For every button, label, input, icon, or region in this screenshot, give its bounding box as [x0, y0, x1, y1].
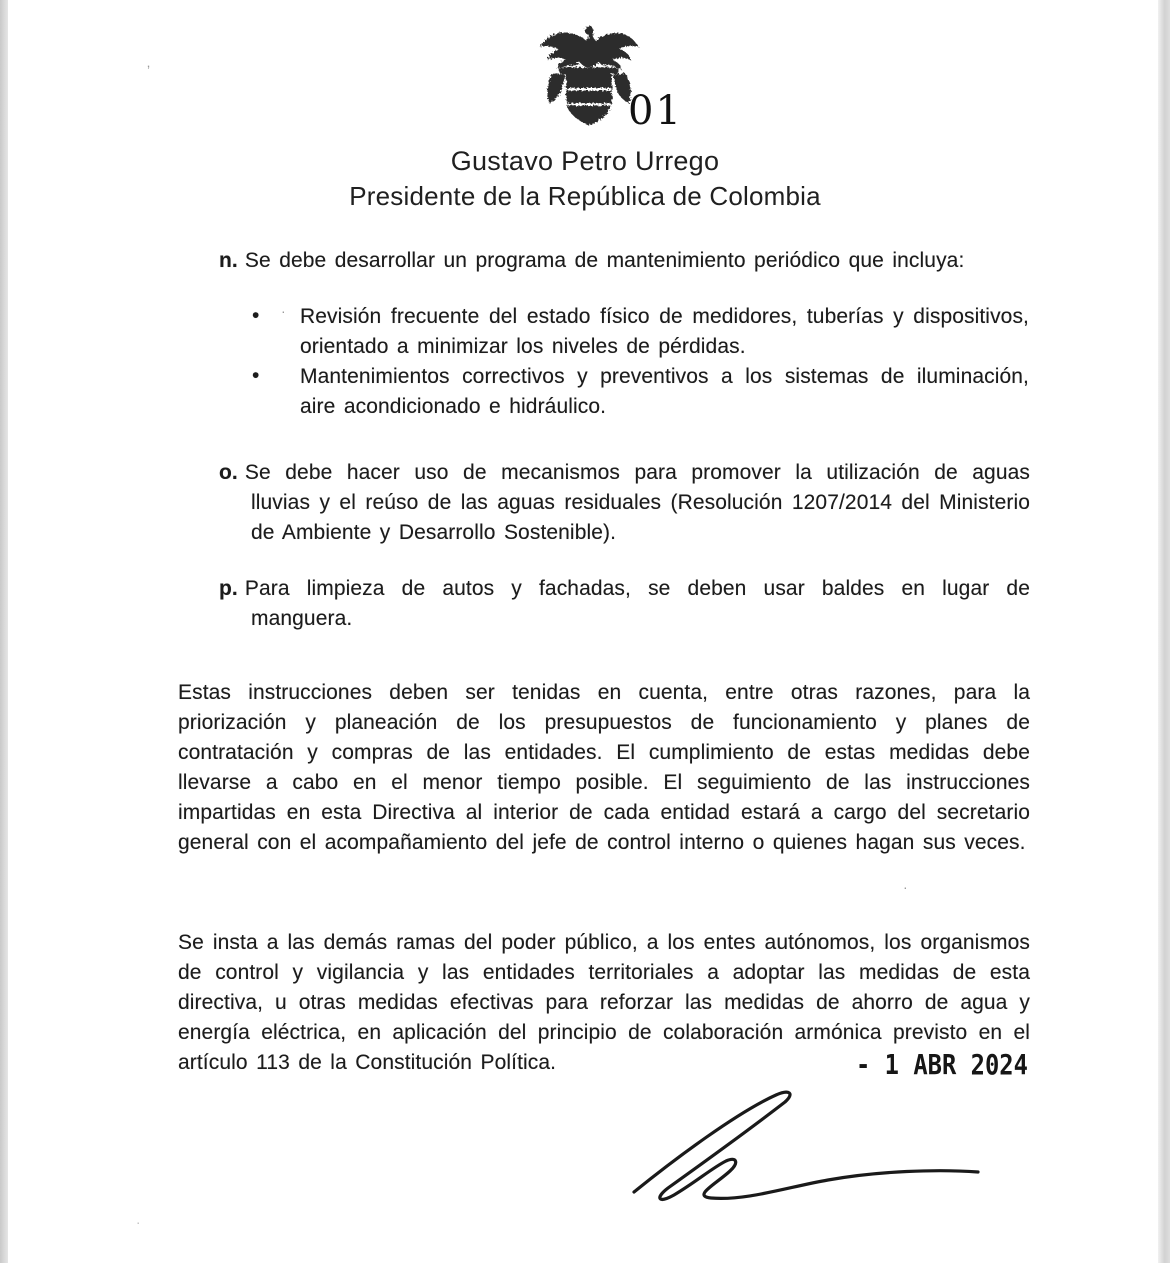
- signature-icon: [616, 1080, 996, 1212]
- list-item-p-label: p.: [219, 577, 238, 600]
- scan-speck: ·: [281, 303, 286, 319]
- page-number-stamp: 01: [628, 88, 683, 134]
- body-paragraph-2: Se insta a las demás ramas del poder público, a los entes autónomos, los organismos de control y vigilancia y las entidades territoriales a adoptar las medidas de esta directiva, u otras medidas efectivas para reforzar las medidas de ahorro de agua y energía eléctrica, en aplicación del principio de colaboración armónica previsto en el artículo 113 de la Constitución Política.: [178, 931, 1030, 1074]
- list-item-n: [219, 246, 1030, 276]
- date-stamp: - 1 ABR 2024: [856, 1048, 1028, 1081]
- list-item-n-text: Se debe desarrollar un programa de mantenimiento periódico que incluya:: [244, 249, 965, 272]
- bullet-icon: •: [252, 364, 260, 387]
- list-item-o-text: Se debe hacer uso de mecanismos para promover la utilización de aguas lluvias y el reúso de las aguas residuales (Resolución 1207/2014 del Ministerio de Ambiente y Desarrollo Sostenible).: [244, 461, 1030, 544]
- list-item-n-label: n.: [219, 249, 238, 272]
- bullet-item: [250, 302, 1029, 362]
- bullet-list: [250, 302, 1029, 422]
- bullet-text: Revisión frecuente del estado físico de medidores, tuberías y dispositivos, orientado a minimizar los niveles de pérdidas.: [300, 305, 1029, 358]
- bullet-icon: •: [252, 304, 260, 327]
- scan-speck: ⋅: [136, 1215, 141, 1231]
- list-item-o: [219, 458, 1030, 548]
- list-item-p-text: Para limpieza de autos y fachadas, se deben usar baldes en lugar de manguera.: [244, 577, 1030, 630]
- signatory-title: Presidente de la República de Colombia: [349, 181, 821, 211]
- list-item-p: [219, 574, 1030, 634]
- bullet-text: Mantenimientos correctivos y preventivos a los sistemas de iluminación, aire acondicionado e hidráulico.: [300, 365, 1029, 418]
- scan-speck: ʼ: [147, 63, 151, 79]
- bullet-item: [250, 362, 1029, 422]
- list-item-o-label: o.: [219, 461, 238, 484]
- scan-speck: ·: [903, 879, 908, 895]
- signatory-name: Gustavo Petro Urrego: [450, 146, 720, 176]
- body-paragraph-1: Estas instrucciones deben ser tenidas en cuenta, entre otras razones, para la priorización y planeación de los presupuestos de funcionamiento y planes de contratación y compras de las entidades. El cumplimiento de estas medidas debe llevarse a cabo en el menor tiempo posible. El seguimiento de las instrucciones impartidas en esta Directiva al interior de cada entidad estará a cargo del secretario general con el acompañamiento del jefe de control interno o quienes hagan sus veces.: [178, 681, 1030, 854]
